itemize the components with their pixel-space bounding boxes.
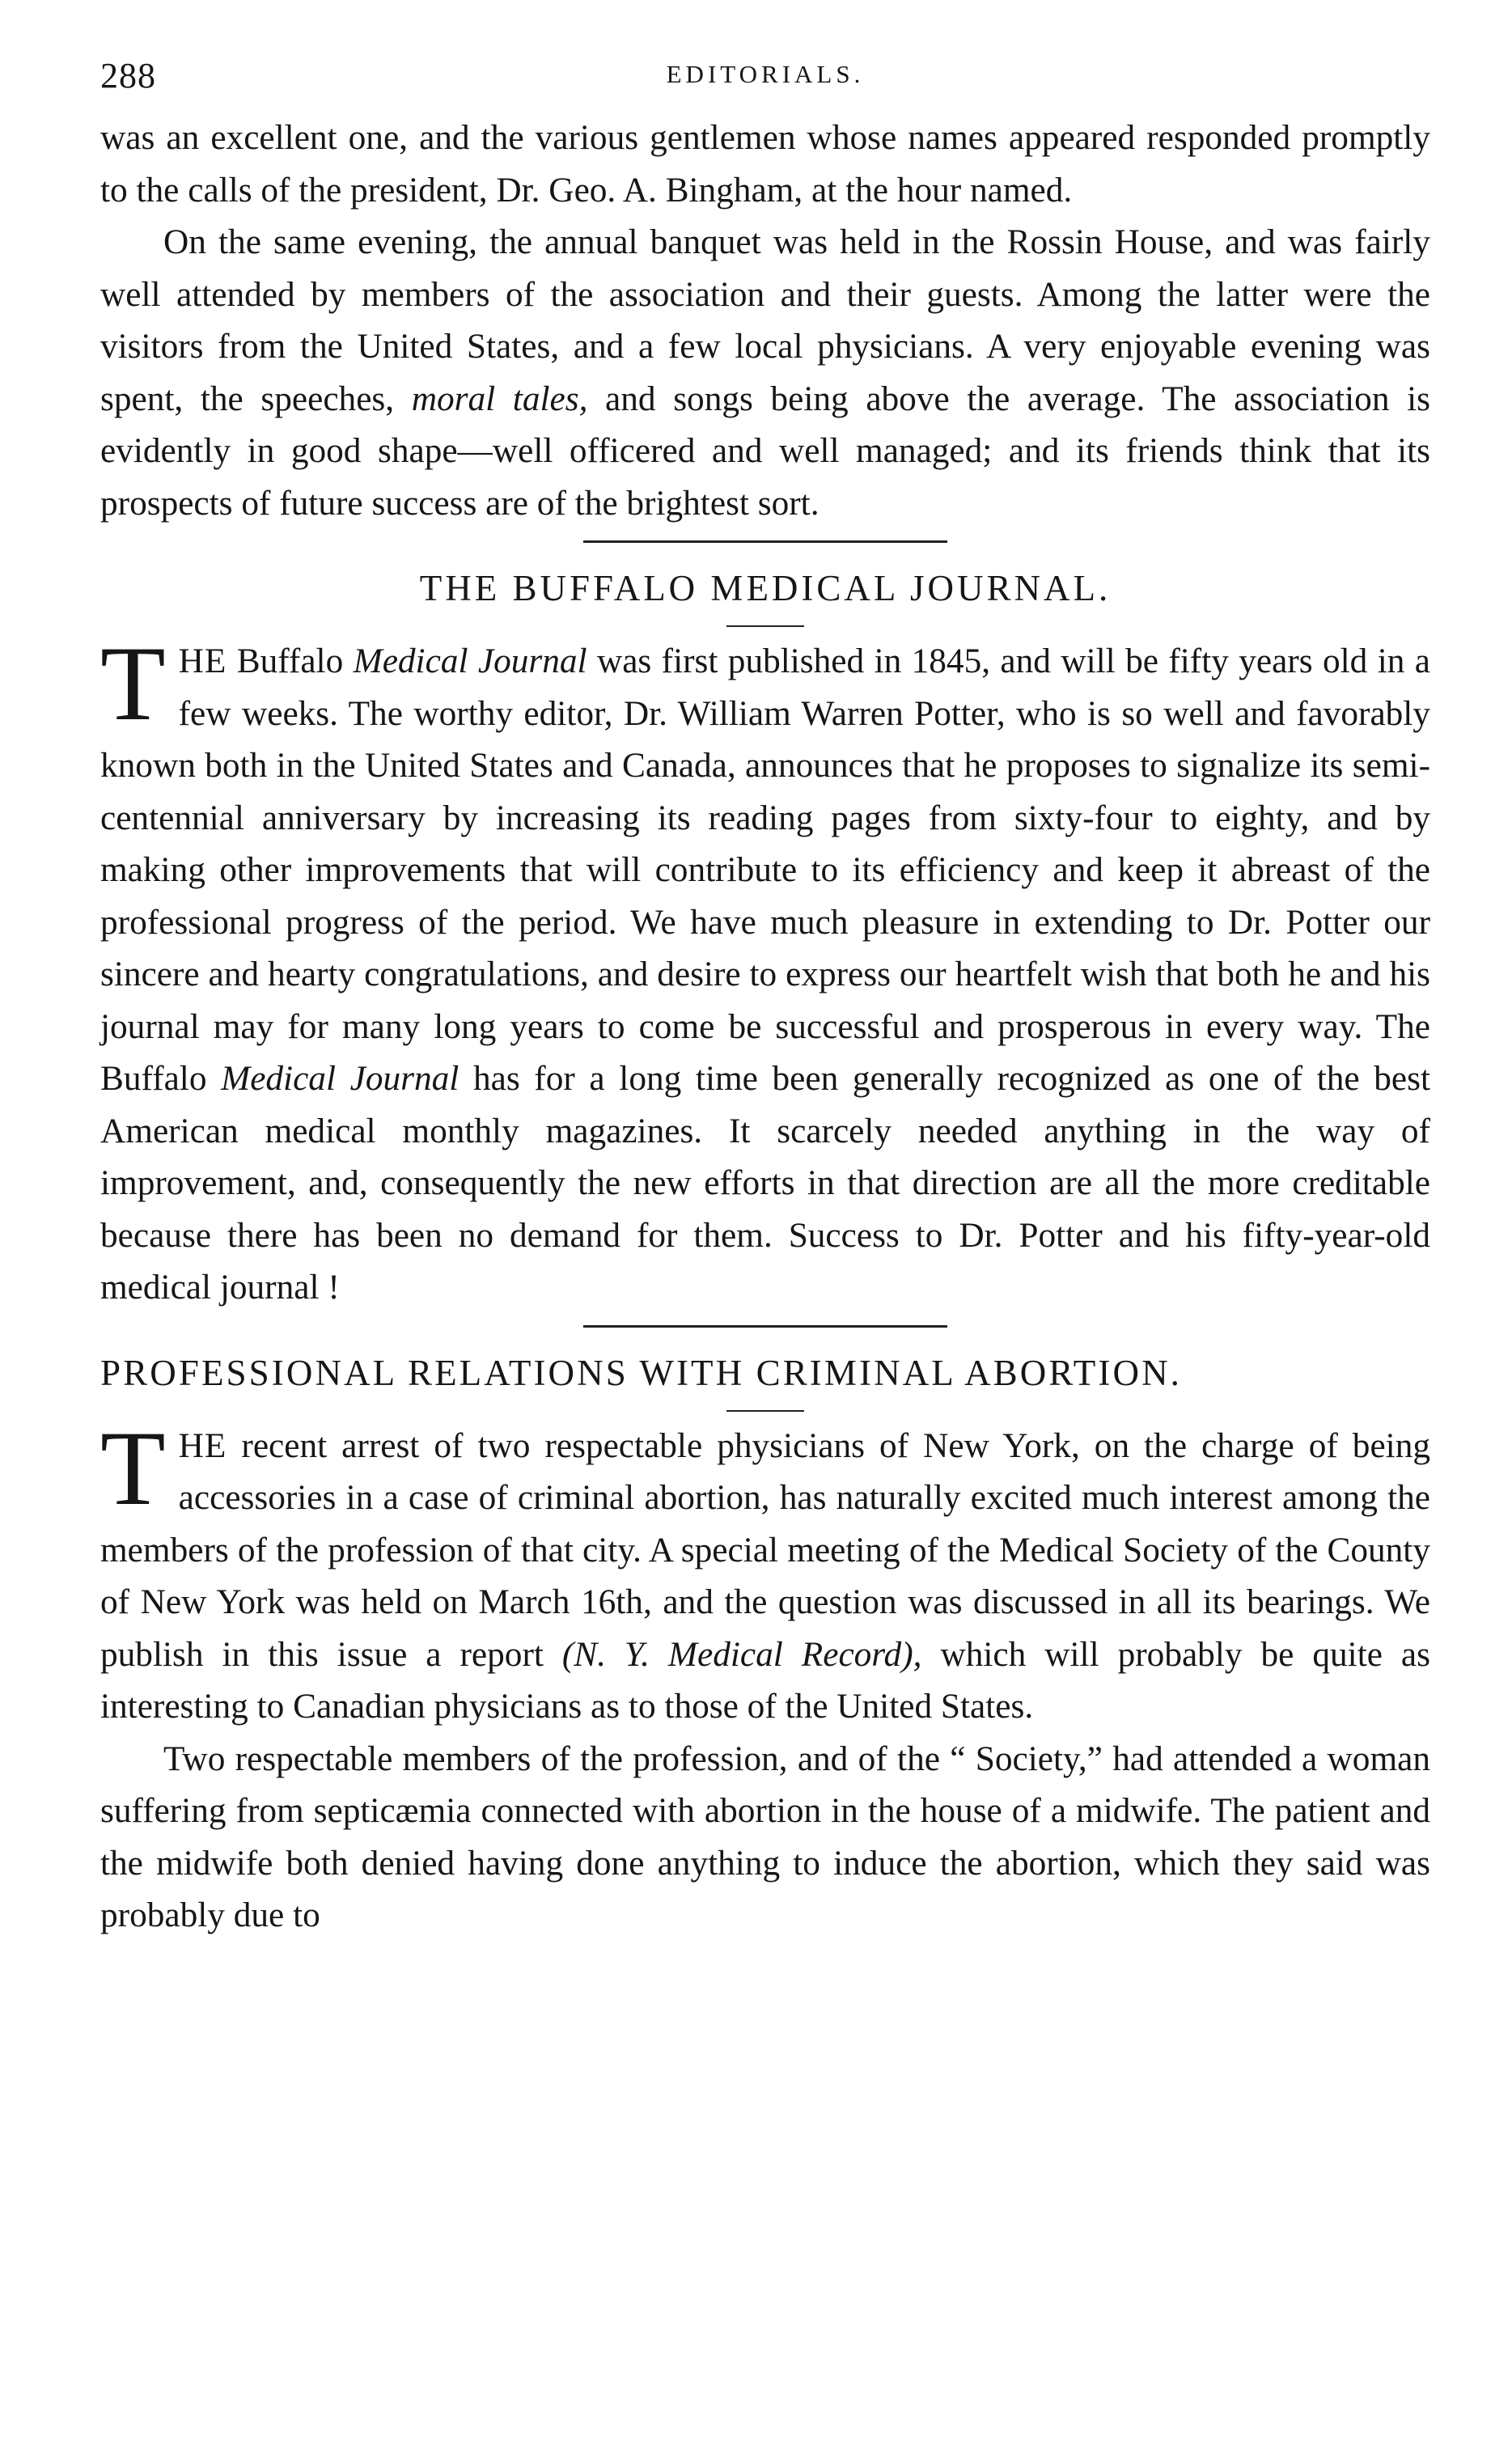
section-divider xyxy=(583,1325,947,1328)
book-page xyxy=(100,49,1430,2427)
title-underline xyxy=(726,1410,804,1412)
drop-cap: T xyxy=(100,1408,166,1527)
article-title-buffalo: THE BUFFALO MEDICAL JOURNAL. xyxy=(419,568,1112,608)
continuation-paragraph: was an excellent one, and the various gentlemen whose names appeared responded promptly to the calls of the president, Dr. Geo. A. Bingham, at the hour named. xyxy=(100,118,1430,210)
buffalo-paragraph: THE Buffalo Medical Journal was first published in 1845, and will be fifty years old in a few weeks. The worthy editor, Dr. William Warren Potter, who is so well and favorably known both in the United States and Canada, announces that he proposes to signalize its semi-centennial anniversary by increasing its reading pages from sixty-four to eighty, and by making other improvements that will contribute to its efficiency and keep it abreast of the professional progress of the period. We have much pleasure in extending to Dr. Potter our sincere and hearty congratulations, and desire to express our heartfelt wish that both he and his journal may for many long years to come be successful and prosperous in every way. The Buffalo Medical Journal has for a long time been generally recognized as one of the best American medical monthly magazines. It scarcely needed anything in the way of improvement, and, consequently the new efforts in that direction are all the more creditable because there has been no demand for them. Success to Dr. Potter and his fifty-year-old medical journal ! xyxy=(100,624,1431,1307)
section-divider xyxy=(583,540,947,543)
article-title-abortion: PROFESSIONAL RELATIONS WITH CRIMINAL ABORTION. xyxy=(100,1352,1183,1393)
abortion-paragraph: THE recent arrest of two respectable physicians of New York, on the charge of being accessories in a case of criminal abortion, has naturally excited much interest among the members of the profession of that city. A special meeting of the Medical Society of the County of New York was held on March 16th, and the question was discussed in all its bearings. We publish in this issue a report (N. Y. Medical Record), which will probably be quite as interesting to Canadian physicians as to those of the United States. xyxy=(100,1408,1430,1726)
page-number: 288 xyxy=(100,56,156,95)
title-underline xyxy=(726,625,804,627)
running-title: EDITORIALS. xyxy=(666,60,865,88)
banquet-paragraph: On the same evening, the annual banquet was held in the Rossin House, and was fairly well attended by members of the association and their guests. Among the latter were the visitors from the United States, and a few local physicians. A very enjoyable evening was spent, the speeches, moral tales, and songs being above the average. The association is evidently in good shape—well officered and well managed; and its friends think that its prospects of future success are of the brightest sort. xyxy=(100,222,1430,523)
running-head xyxy=(100,49,1430,112)
drop-cap: T xyxy=(100,624,166,743)
abortion-paragraph-2: Two respectable members of the profession, and of the “ Society,” had attended a woman suffering from septicæmia connected with abortion in the house of a midwife. The patient and the midwife both denied having done anything to induce the abortion, which they said was probably due to xyxy=(100,1739,1430,1934)
